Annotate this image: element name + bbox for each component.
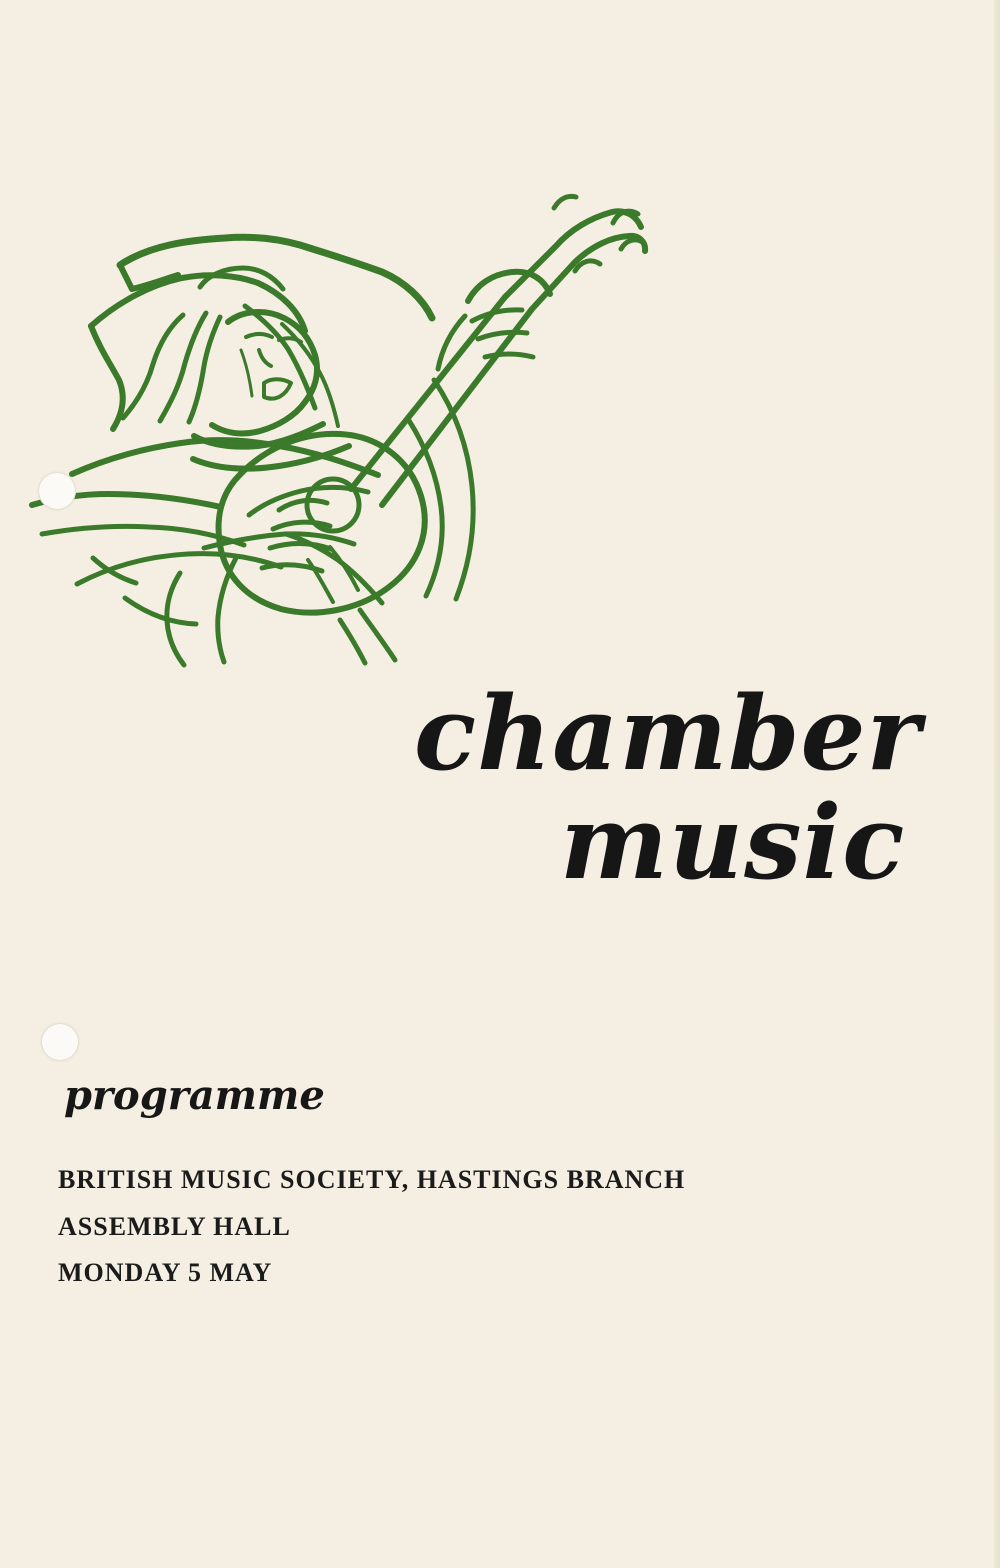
venue-line: ASSEMBLY HALL xyxy=(58,1212,291,1241)
lower-punch-hole xyxy=(41,1023,79,1061)
programme-label: programme xyxy=(64,1072,325,1119)
title-line-chamber: chamber xyxy=(414,674,922,794)
title-line-music: music xyxy=(560,783,906,903)
upper-punch-hole xyxy=(38,472,76,510)
date-line: MONDAY 5 MAY xyxy=(58,1258,273,1287)
society-line: BRITISH MUSIC SOCIETY, HASTINGS BRANCH xyxy=(58,1165,686,1194)
lute-player-illustration xyxy=(0,0,1000,720)
